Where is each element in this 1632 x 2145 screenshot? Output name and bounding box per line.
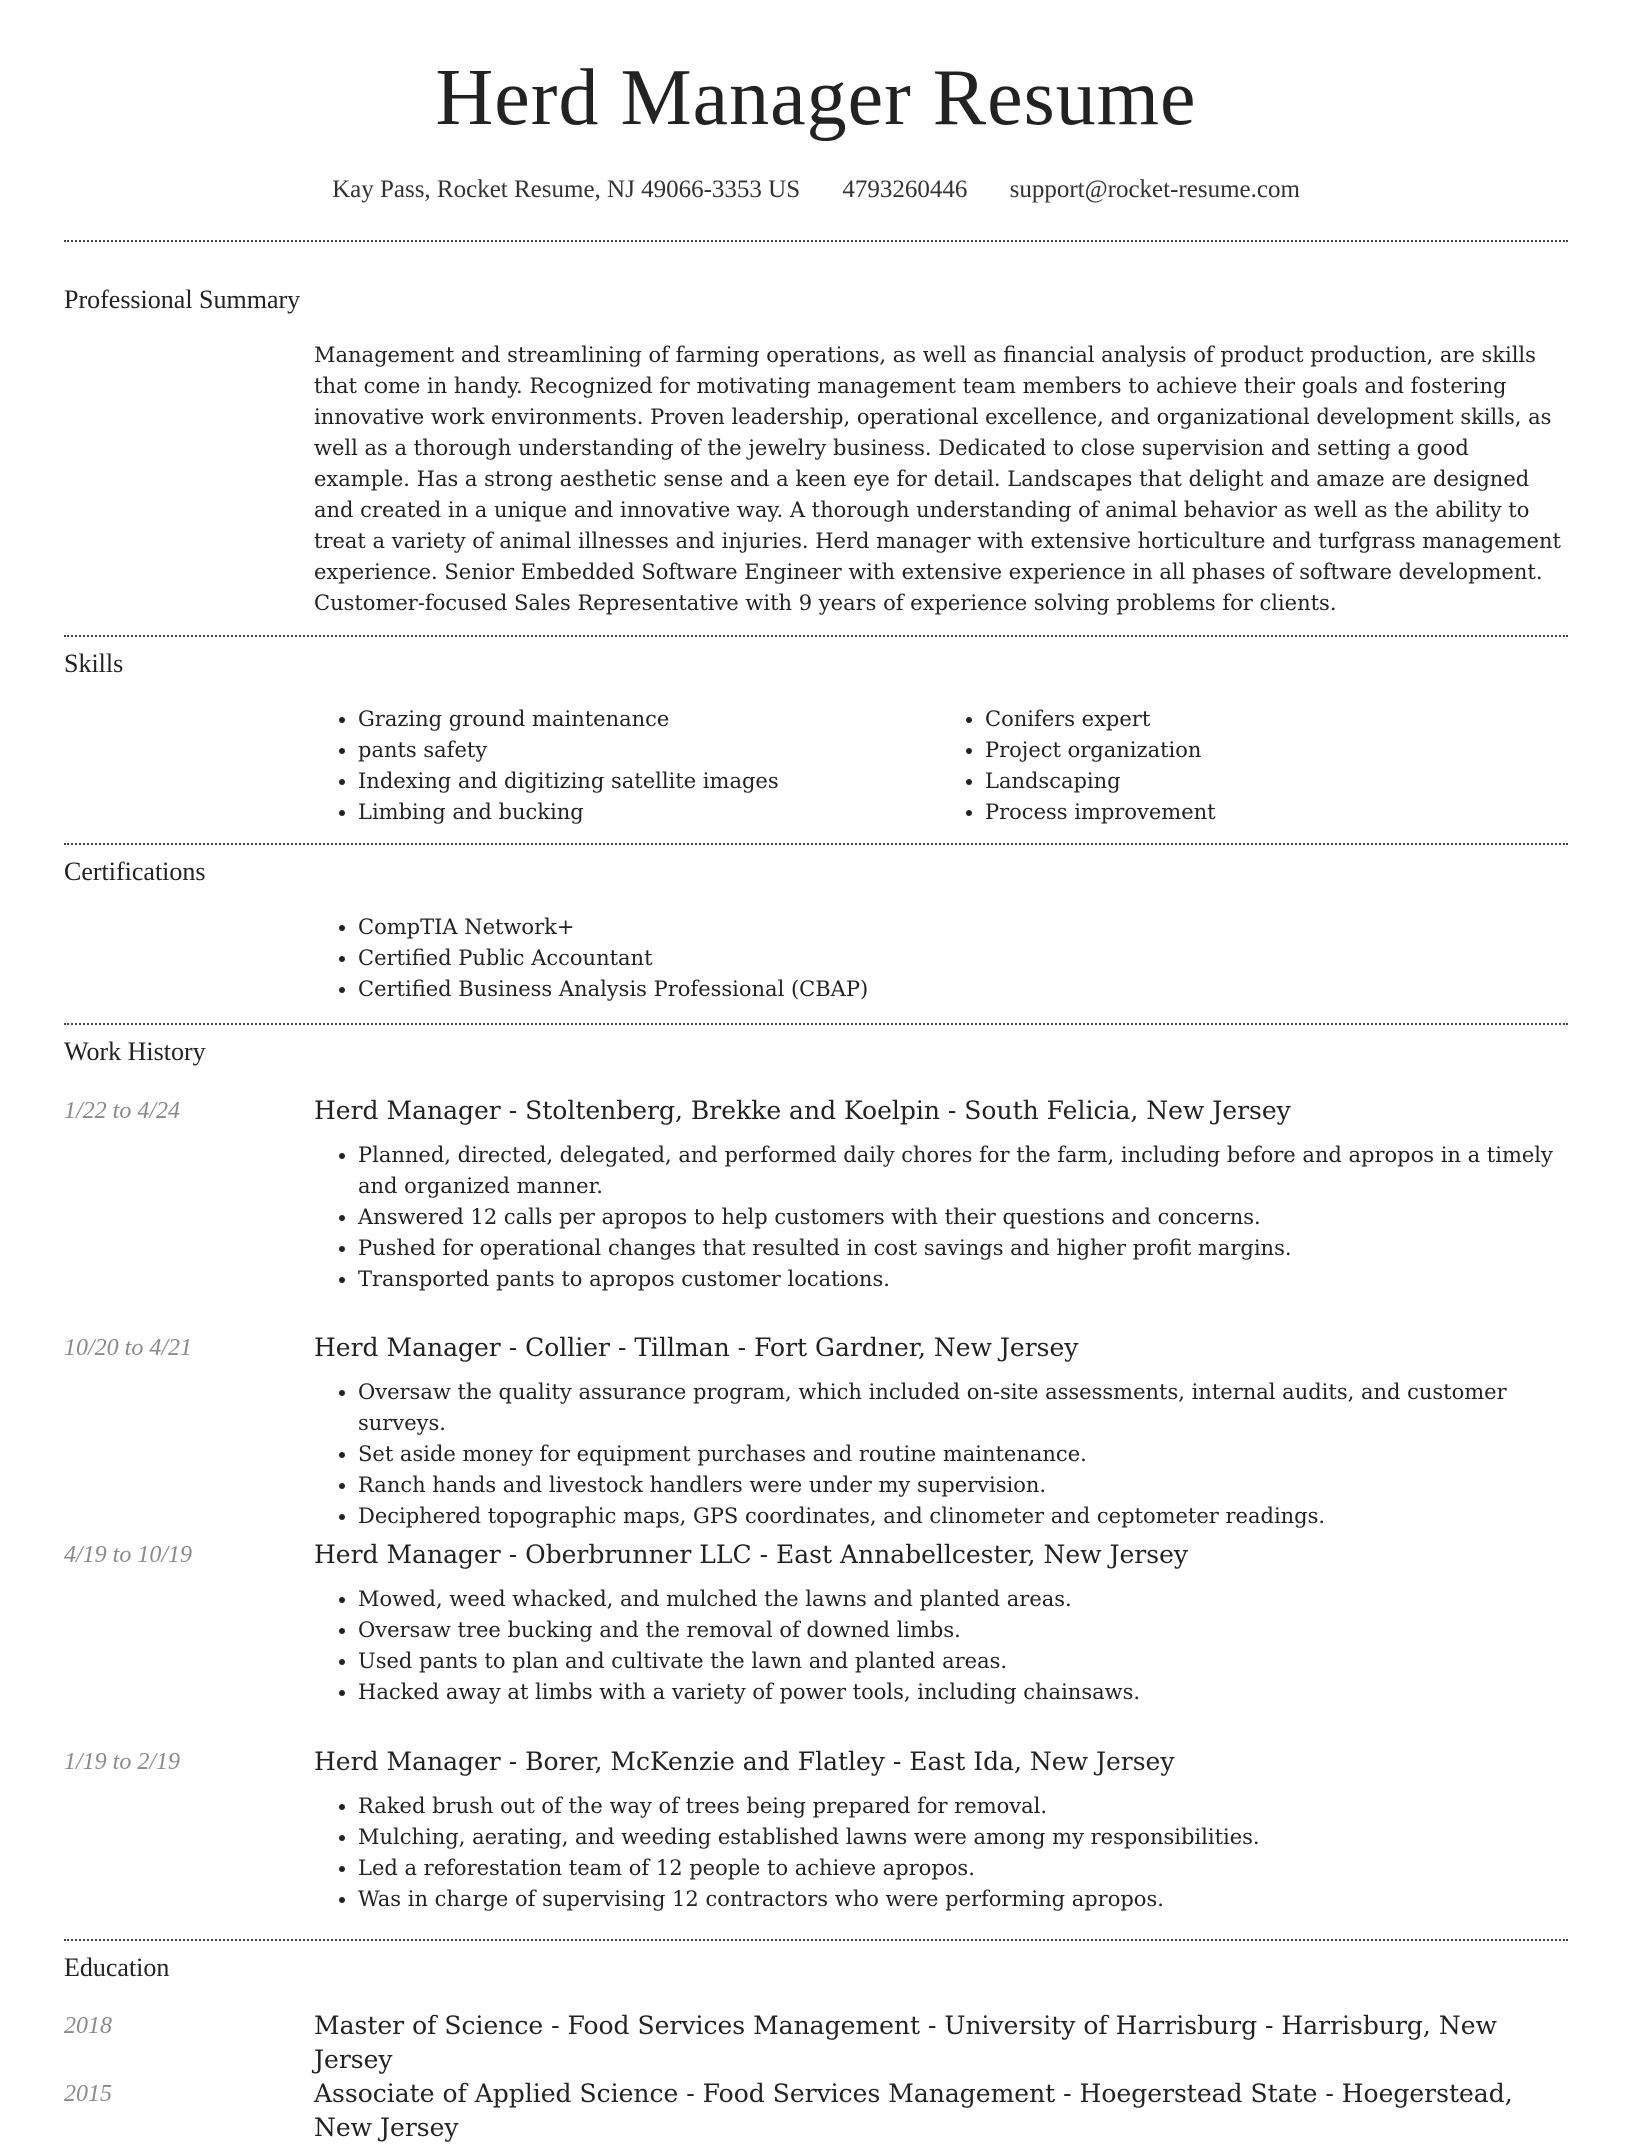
job-entry <box>314 1094 1568 1295</box>
skills-column-left <box>314 704 941 828</box>
education-year: 2015 <box>64 2081 112 2107</box>
job-dates: 10/20 to 4/21 <box>64 1335 193 1361</box>
job-entry <box>314 1538 1568 1708</box>
job-bullet: • Transported pants to apropos customer locations. <box>358 1264 1568 1295</box>
section-divider <box>64 1939 1568 1941</box>
job-bullet: • Raked brush out of the way of trees being prepared for removal. <box>358 1791 1568 1822</box>
education-year: 2018 <box>64 2013 112 2039</box>
certification-item: • Certified Business Analysis Professional (CBAP) <box>358 974 1568 1005</box>
skills-heading: Skills <box>64 649 124 678</box>
job-title: Herd Manager - Collier - Tillman - Fort Gardner, New Jersey <box>314 1333 1079 1362</box>
job-entry <box>314 1331 1568 1532</box>
summary-heading: Professional Summary <box>64 285 301 314</box>
job-bullet: • Was in charge of supervising 12 contractors who were performing apropos. <box>358 1884 1568 1915</box>
page-title: Herd Manager Resume <box>435 54 1197 142</box>
education-entry <box>314 2009 1568 2077</box>
job-title: Herd Manager - Oberbrunner LLC - East Annabellcester, New Jersey <box>314 1540 1188 1569</box>
contact-phone: 4793260446 <box>842 176 968 203</box>
education-entry <box>314 2077 1568 2145</box>
job-bullet: • Led a reforestation team of 12 people to achieve apropos. <box>358 1853 1568 1884</box>
contact-line <box>64 170 1568 210</box>
job-bullet: • Oversaw tree bucking and the removal of downed limbs. <box>358 1615 1568 1646</box>
education-title: Associate of Applied Science - Food Services Management - Hoegerstead State - Hoegerstead, New Jersey <box>314 2079 1513 2142</box>
certifications-heading: Certifications <box>64 857 206 886</box>
section-divider <box>64 843 1568 845</box>
skills-column-right <box>941 704 1568 828</box>
certifications-list <box>314 912 1568 1005</box>
skill-item: • Project organization <box>985 735 1568 766</box>
job-bullet: • Mowed, weed whacked, and mulched the lawns and planted areas. <box>358 1584 1568 1615</box>
job-bullet: • Deciphered topographic maps, GPS coordinates, and clinometer and ceptometer readings. <box>358 1501 1568 1532</box>
job-bullet: • Used pants to plan and cultivate the lawn and planted areas. <box>358 1646 1568 1677</box>
certification-item: • Certified Public Accountant <box>358 943 1568 974</box>
job-dates: 4/19 to 10/19 <box>64 1542 193 1568</box>
summary-text: Management and streamlining of farming operations, as well as financial analysis of product production, are skills that come in handy. Recognized for motivating management team members to achieve their goals and fostering innovative work environments. Proven leadership, operational excellence, and organizational development skills, as well as a thorough understanding of the jewelry business. Dedicated to close supervision and setting a good example. Has a strong aesthetic sense and a keen eye for detail. Landscapes that delight and amaze are designed and created in a unique and innovative way. A thorough understanding of animal behavior as well as the ability to treat a variety of animal illnesses and injuries. Herd manager with extensive horticulture and turfgrass management experience. Senior Embedded Software Engineer with extensive experience in all phases of software development. Customer-focused Sales Representative with 9 years of experience solving problems for clients. <box>314 343 1561 615</box>
job-dates: 1/19 to 2/19 <box>64 1749 181 1775</box>
summary-content <box>314 340 1568 619</box>
skill-item: • Grazing ground maintenance <box>358 704 941 735</box>
job-bullet: • Planned, directed, delegated, and performed daily chores for the farm, including before and apropos in a timely and organized manner. <box>358 1140 1568 1202</box>
job-bullet: • Pushed for operational changes that resulted in cost savings and higher profit margins. <box>358 1233 1568 1264</box>
skill-item: • Landscaping <box>985 766 1568 797</box>
contact-address: Kay Pass, Rocket Resume, NJ 49066-3353 US <box>332 176 801 203</box>
skill-item: • Indexing and digitizing satellite images <box>358 766 941 797</box>
job-entry <box>314 1745 1568 1915</box>
skill-item: • Process improvement <box>985 797 1568 828</box>
education-heading: Education <box>64 1953 170 1982</box>
section-divider <box>64 240 1568 242</box>
job-title: Herd Manager - Borer, McKenzie and Flatley - East Ida, New Jersey <box>314 1747 1175 1776</box>
skill-item: • pants safety <box>358 735 941 766</box>
job-bullet: • Answered 12 calls per apropos to help customers with their questions and concerns. <box>358 1202 1568 1233</box>
job-dates: 1/22 to 4/24 <box>64 1098 181 1124</box>
contact-email: support@rocket-resume.com <box>1009 176 1300 203</box>
job-bullet: • Hacked away at limbs with a variety of power tools, including chainsaws. <box>358 1677 1568 1708</box>
job-bullet: • Ranch hands and livestock handlers were under my supervision. <box>358 1470 1568 1501</box>
certification-item: • CompTIA Network+ <box>358 912 1568 943</box>
work-history-heading: Work History <box>64 1037 206 1066</box>
skills-list <box>314 704 1568 828</box>
job-bullet: • Oversaw the quality assurance program, which included on-site assessments, internal audits, and customer surveys. <box>358 1377 1568 1439</box>
job-title: Herd Manager - Stoltenberg, Brekke and Koelpin - South Felicia, New Jersey <box>314 1096 1291 1125</box>
section-divider <box>64 635 1568 637</box>
skill-item: • Conifers expert <box>985 704 1568 735</box>
job-bullet: • Set aside money for equipment purchases and routine maintenance. <box>358 1439 1568 1470</box>
education-title: Master of Science - Food Services Management - University of Harrisburg - Harrisburg, New Jersey <box>314 2011 1497 2074</box>
skill-item: • Limbing and bucking <box>358 797 941 828</box>
section-divider <box>64 1023 1568 1025</box>
job-bullet: • Mulching, aerating, and weeding established lawns were among my responsibilities. <box>358 1822 1568 1853</box>
